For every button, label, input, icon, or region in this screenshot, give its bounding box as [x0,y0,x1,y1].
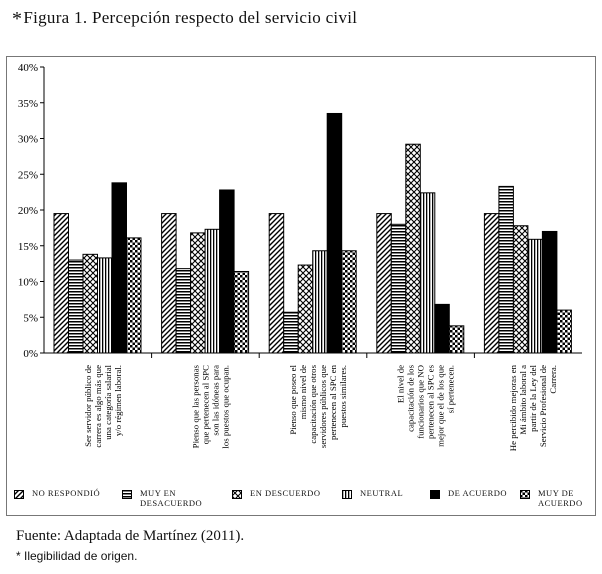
bar-5-checker [557,310,572,353]
bar-4-vertical [420,193,435,353]
y-tick-label: 0% [23,348,38,360]
legend-swatch [520,490,530,499]
category-label [288,364,348,448]
legend-swatch [342,490,352,499]
category-label-line: puestos similares. [338,365,348,428]
bar-3-horizontal [284,312,299,353]
bar-3-vertical [313,251,328,353]
y-tick-label: 10% [17,276,38,289]
bar-4-checker [449,326,464,353]
title-asterisk: * [12,8,23,30]
legend-label: NEUTRAL [360,488,404,498]
category-labels [83,364,558,451]
y-tick-label: 25% [17,169,38,182]
bar-2-solid [220,190,235,353]
legend-swatch [232,490,242,499]
category-label-line: y/o régimen laboral. [112,365,123,437]
y-tick-label: 35% [17,97,38,110]
bar-2-crosshatch [191,233,206,353]
legend-label: EN DESCUERDO [250,488,321,498]
bar-1-crosshatch [83,254,98,353]
bar-4-crosshatch [406,144,421,353]
bar-1-horizontal [69,260,84,353]
category-label-text [288,364,348,448]
category-label [83,364,123,447]
category-label [508,364,558,451]
legend [8,486,592,516]
category-label-text [508,364,558,451]
category-label [190,364,230,448]
category-label-line: capacitación de los [405,365,416,432]
category-label-line: carrera es algo más que [92,365,103,448]
category-label-line: Ser servidor público de [82,365,93,447]
legend-swatch [14,490,24,499]
bar-5-crosshatch [513,226,528,353]
bar-1-diagonal [54,214,69,353]
bar-2-diagonal [162,214,177,353]
category-label-line: El nivel de [395,365,406,404]
category-label-line: capacitación que otros [308,365,318,444]
y-tick-label: 40% [17,62,38,74]
category-label-line: pertenecen al SPC es [425,365,436,440]
category-label-line: que pertenecen al SPC [200,365,211,445]
legend-swatch [122,490,132,499]
category-label-line: una categoría salarial [102,365,113,440]
y-tick-label: 30% [17,133,38,146]
bar-1-checker [127,238,142,353]
category-label-line: sí pertenecen. [445,365,456,414]
category-label-line: mejor que el de los que [435,365,446,447]
figure-source: Fuente: Adaptada de Martínez (2011). [16,528,245,544]
y-tick-label: 20% [17,205,38,217]
category-label-line: He percibido mejoras en [508,365,519,452]
bar-2-horizontal [176,269,191,353]
category-label-text [190,364,230,448]
category-label-line: los puestos que ocupan. [220,365,231,449]
bars-layer [54,113,571,353]
bar-3-solid [327,113,342,353]
legend-label: MUY DE ACUERDO [538,488,583,508]
legend-label: NO RESPONDIÓ [32,488,101,498]
bar-1-vertical [98,258,113,353]
bar-5-vertical [528,239,543,353]
category-label-line: Mi ámbito laboral a [518,365,529,435]
y-tick-label: 5% [23,312,38,325]
legend-label: MUY EN DESACUERDO [140,488,203,508]
category-label-text [396,364,456,446]
bar-4-horizontal [391,224,406,353]
category-label-line: mismo nivel de [298,365,308,420]
legend-swatch [430,490,440,499]
category-label-line: Carrera. [548,365,559,394]
category-label-text [83,364,123,447]
bar-1-solid [112,183,127,353]
bar-4-diagonal [377,214,392,353]
y-tick-label: 15% [17,240,38,253]
category-label-line: pertenecen al SPC en [328,365,338,440]
bar-5-horizontal [499,186,514,353]
bar-3-checker [342,251,357,353]
title-text: Figura 1. Percepción respecto del servicio civil [23,8,358,27]
bar-3-crosshatch [298,265,313,353]
bar-5-diagonal [484,214,499,353]
category-label-line: partir de la Ley del [528,365,539,432]
bar-2-checker [234,271,249,353]
category-label-line: Pienso que las personas [190,365,201,449]
figure-note: * Ilegibilidad de origen. [16,549,138,563]
bar-2-vertical [205,229,220,353]
category-label-line: Pienso que poseo el [288,365,298,435]
category-label [396,364,456,446]
category-label-line: funcionarios que NO [415,365,426,439]
bar-3-diagonal [269,214,284,353]
legend-label: DE ACUERDO [448,488,508,498]
bar-5-solid [542,231,557,353]
category-label-line: Servicio Profesional de [538,365,549,448]
category-label-line: son las idóneas para [210,365,221,436]
category-label-line: servidores públicos que [318,365,328,449]
bar-4-solid [435,304,450,353]
